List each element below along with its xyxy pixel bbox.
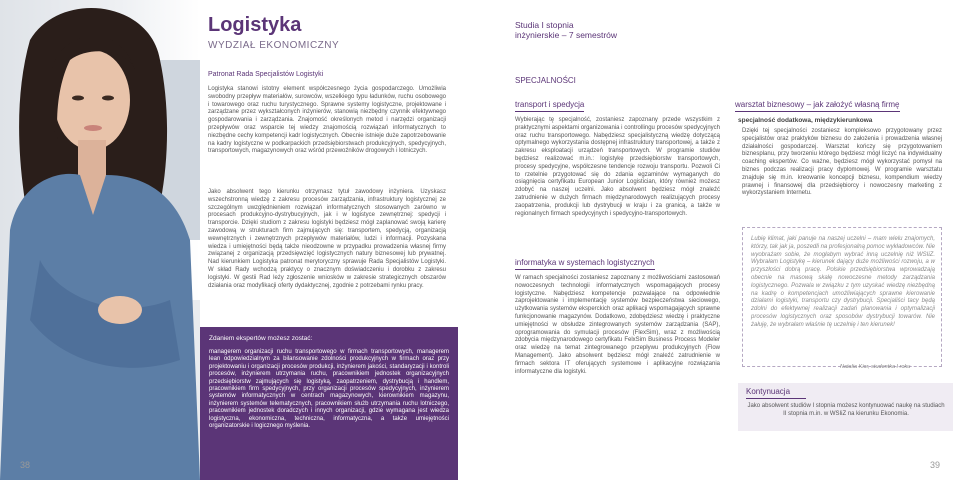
specializations-heading: SPECJALNOŚCI	[515, 76, 576, 85]
student-photo	[0, 0, 200, 480]
study-level-line2: inżynierskie – 7 semestrów	[515, 30, 618, 40]
business-underline	[735, 111, 900, 112]
business-heading	[735, 100, 900, 109]
testimonial-text: Lubię klimat, jaki panuje na naszej uczelni – mam wielu znajomych, którzy, tak jak ja, poszedli na profesjonalną pomoc wykładowców. Nie wyobrażam sobie, że mogłabym wybrać inną uczelnię niż WSIiZ. Wybrałam Logistykę – kierunek dający duże możliwości rozwoju, a w przyszłości dobrą pracę. Polskie przedsiębiorstwa wprowadzają obecnie na masową skalę nowoczesne metody zarządzania logistycznego. Pozwala w związku z tym uzyskać wiedzę niezbędną na kadrę o kompetencjach umożliwiających sprawne kierowanie działami logistyki, transportu czy dystrybucji. Specjaliści tacy będą zdolni do efektywnej realizacji zadań planowania i optymalizacji procesów logistycznych oraz sposobów dystrybucji towarów. Nie żałuję, że wybrałam właśnie tę uczelnię i ten kierunek!	[751, 236, 935, 328]
faculty-subtitle: WYDZIAŁ EKONOMICZNY	[208, 40, 340, 51]
testimonial-author: Natalia Kior, studentka I roku	[840, 364, 911, 370]
study-level-line1: Studia I stopnia	[515, 20, 574, 30]
transport-heading	[515, 100, 584, 109]
continuation-box	[738, 383, 953, 431]
right-page	[480, 0, 960, 480]
page-number-left: 38	[20, 460, 31, 470]
it-heading	[515, 258, 655, 267]
it-text: W ramach specjalności zostaniesz zapoznany z możliwościami zastosowań nowoczesnych technologii informatycznych wspomagających procesy logistyczne. Nabędziesz kompetencje pozwalające na odpowiednie zaprojektowanie i implementację systemów bezpieczeństwa sieciowego, użytkowania systemów eksperckich oraz aplikacji wspomagających sprawne funkcjonowanie magazynów. Dodatkowo, zdobędziesz wiedzę i praktyczne umiejętności w obsłudze zintegrowanych systemów zarządzania (SAP), oprogramowania do symulacji procesów (FlexSim), wraz z możliwością zdobycia międzynarodowego certyfikatu FelxSim Business Process Modeler oraz wiedzę na temat zintegrowanego przepływu produkcyjnych (Flow Management). Jako absolwent będziesz mógł znaleźć zatrudnienie w firmach sektora IT oferujących systemowe i aplikacyjne rozwiązania informatyczne dla logistyki.	[515, 275, 720, 375]
business-subheading: specjalność dodatkowa, międzykierunkowa	[738, 117, 873, 124]
it-heading-text: informatyka w systemach logistycznych	[515, 258, 655, 267]
continuation-text: Jako absolwent studiów I stopnia możesz kontynuować naukę na studiach II stopnia m.in. w WSIiZ na kierunku Ekonomia.	[747, 403, 945, 417]
continuation-underline	[746, 398, 806, 399]
continuation-heading: Kontynuacja	[746, 387, 791, 396]
woman-illustration	[0, 0, 200, 480]
graduate-paragraph: Jako absolwent tego kierunku otrzymasz tytuł zawodowy inżyniera. Uzyskasz wszechstronną wiedzę z zakresu procesów zarządzania, infrastruktury logistycznej ze szczególnym uwzględnieniem rozwiązań informatycznych stosowanych zarówno w procesach produkcyjno-dystrybucyjnych, jak i w logistyce zewnętrznej: spedycji i transporcie. Dzięki studiom z zakresu logistyki będziesz mógł zaplanować swoją karierę zawodową w strukturach firm zajmujących się: transportem, spedycją, organizacją wewnętrznych i zewnętrznych przepływów materiałów, ludzi i informacji. Pozyskana wiedza i umiejętności będą także nieodzowne w przypadku prowadzenia własnej firmy związanej z organizacją przedsięwzięć logistycznych natury biznesowej lub prywatnej. Nad kierunkiem Logistyka patronat merytoryczny sprawuje Rada Specjalistów Logistyki. W skład Rady wchodzą praktycy o znacznym doświadczeniu i dorobku z zakresu logistyki. W gestii Rad leży zgłoszenie wniosków w zakresie strategicznych obszarów działania oraz modyfikacji oferty dydaktycznej, zgodnie z potrzebami rynku pracy.	[208, 189, 446, 289]
page-number-right: 39	[930, 460, 941, 470]
page-title: Logistyka	[208, 14, 302, 36]
transport-text: Wybierając tę specjalność, zostaniesz zapoznany przede wszystkim z praktycznymi aspektami organizowania i controllingu procesów spedycyjnych oraz ruchu transportowego. Nabędziesz specjalistyczną wiedzę dotyczącą optymalnego wykorzystania dostępnej infrastruktury transportowej, a także z zakresu eksploatacji urządzeń transportowych. W programie studiów będziesz realizować m.in.: logistykę przedsiębiorstw transportowych, procesy spedycyjne, współczesne tendencje rozwoju transportu. Pozwoli Ci to rzetelnie przygotować się do zdania egzaminów wymaganych do osiągnięcia certyfikatu European Junior Logistician, który również możesz zdobyć na naszej uczelni. Jako absolwent będziesz mógł znaleźć zatrudnienie w dużych firmach międzynarodowych realizujących procesy zaopatrzenia, produkcji lub dystrybucji w kraju i za granicą, a także w regionalnych firmach spedycyjnych i spedycyjno-transportowych.	[515, 117, 720, 217]
testimonial-box	[742, 227, 942, 367]
transport-underline	[515, 111, 584, 112]
business-text: Dzięki tej specjalności zostaniesz kompleksowo przygotowany przez specjalistów oraz praktyków biznesu do założenia i prowadzenia własnej działalności gospodarczej. Warsztat kończy się przygotowaniem biznesplanu, przy tworzeniu którego będziesz mógł liczyć na indywidualny coaching ekspertów. Co ważne, będziesz mógł wykorzystać pomysł na biznes podczas realizacji pracy dyplomowej. W programie warsztatu znajduje się m.in. kreowanie koncepcji biznesu, kompendium wiedzy prawnej i finansowej dla przedsiębiorcy i nowoczesny marketing z wykorzystaniem Internetu.	[742, 128, 942, 197]
study-level	[515, 20, 617, 40]
patronage-heading: Patronat Rada Specjalistów Logistyki	[208, 71, 324, 78]
experts-box-heading: Zdaniem ekspertów możesz zostać:	[209, 335, 313, 342]
experts-box-text: managerem organizacji ruchu transportowego w firmach transportowych, managerem lean odpowiedzialnym za bilansowanie zdolności produkcyjnych w firmach oraz przy projektowaniu i organizacji procesów produkcji, inżynierem jakości, standaryzacji i kontroli procesów, inżynierem utrzymania ruchu, pracownikiem jednostek organizacyjnych przedsiębiorstw zajmujących się logistyką, zaopatrzeniem, dystrybucją i handlem, pracownikiem firm spedycyjnych, przy organizacji procesów spedycyjnych, inżynierem systemów informatycznych w centrach magazynowych, kierownikiem magazynu, inżynierem systemów telematycznych, pracownikiem służb utrzymania ruchu lotniczego, pracownikiem jednostek doradczych i innych organizacji, gdzie wymagana jest wiedza logistyczna, ekonomiczna, techniczna, informatyczna, a także umiejętności organizatorskie i logicznego myślenia.	[209, 349, 449, 430]
it-underline	[515, 269, 655, 270]
experts-box	[200, 327, 458, 480]
business-heading-text: warsztat biznesowy – jak założyć własną firmę	[735, 100, 900, 109]
transport-heading-text: transport i spedycja	[515, 100, 585, 109]
intro-paragraph: Logistyka stanowi istotny element współczesnego życia gospodarczego. Umożliwia swobodny przepływ materiałów, surowców, wszelkiego typu ładunków, ruchu osobowego i towarowego oraz ruchu turystycznego. Sprawne systemy logistyczne, projektowane i zarządzane przez wykształconych inżynierów, stanowią niezbędny czynnik efektywnego gospodarowania i zarządzania. Znajomość określonych metod i narzędzi organizacji przepływów oraz wsparcie tej wiedzy znajomością rozwiązań informatycznych to niezbędne cechy kompetencji kadr logistycznych. Obecnie istnieje duże zapotrzebowanie na kadry logistyczne w podkarpackich przedsiębiorstwach produkcyjnych, spedycyjnych, transportowych, magazynowych oraz wśród przewoźników drogowych i lotniczych.	[208, 86, 446, 155]
